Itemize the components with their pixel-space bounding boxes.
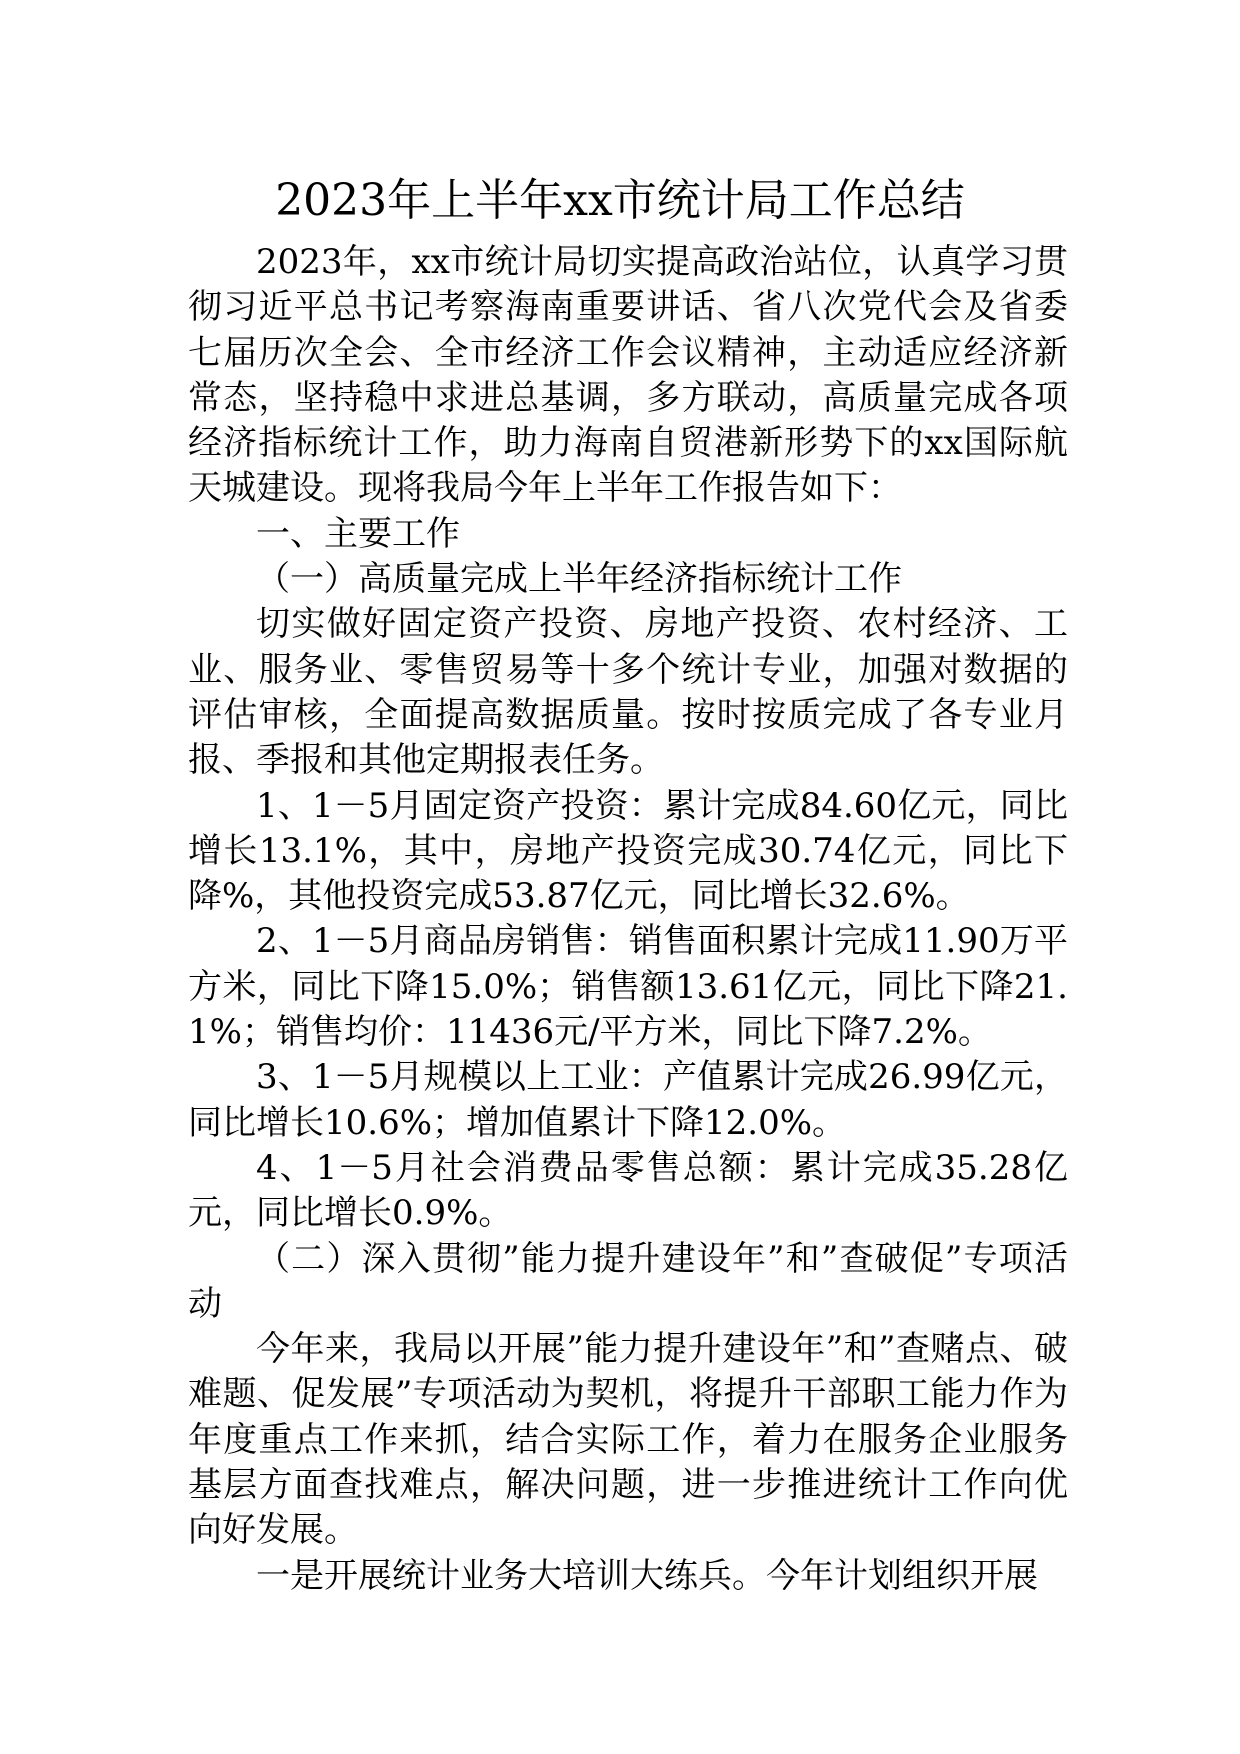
paragraph-training: 一是开展统计业务大培训大练兵。今年计划组织开展 bbox=[256, 1555, 1038, 1596]
item-retail-sales: 4、1－5月社会消费品零售总额：累计完成35.28亿元，同比增长0.9%。 bbox=[188, 1147, 1068, 1234]
document-title: 2023年上半年xx市统计局工作总结 bbox=[275, 175, 965, 226]
subsection-heading-1: （一）高质量完成上半年经济指标统计工作 bbox=[256, 559, 902, 600]
document-body bbox=[188, 240, 1068, 1599]
subsection-heading-2: （二）深入贯彻”能力提升建设年”和”查破促”专项活动 bbox=[188, 1238, 1068, 1324]
item-housing-sales: 2、1－5月商品房销售：销售面积累计完成11.90万平方米，同比下降15.0%；销售额13.61亿元，同比下降21.1%；销售均价：11436元/平方米，同比下降7.2%。 bbox=[188, 921, 1068, 1053]
item-industry: 3、1－5月规模以上工业：产值累计完成26.99亿元，同比增长10.6%；增加值累计下降12.0%。 bbox=[188, 1057, 1068, 1143]
paragraph-statistics-work: 切实做好固定资产投资、房地产投资、农村经济、工业、服务业、零售贸易等十多个统计专业，加强对数据的评估审核，全面提高数据质量。按时按质完成了各专业月报、季报和其他定期报表任务。 bbox=[188, 604, 1068, 781]
section-heading-main-work: 一、主要工作 bbox=[256, 513, 460, 554]
intro-paragraph: 2023年，xx市统计局切实提高政治站位，认真学习贯彻习近平总书记考察海南重要讲话、省八次党代会及省委七届历次全会、全市经济工作会议精神，主动适应经济新常态，坚持稳中求进总基调，多方联动，高质量完成各项经济指标统计工作，助力海南自贸港新形势下的xx国际航天城建设。现将我局今年上半年工作报告如下： bbox=[188, 242, 1068, 509]
paragraph-special-campaign: 今年来，我局以开展”能力提升建设年”和”查赌点、破难题、促发展”专项活动为契机，将提升干部职工能力作为年度重点工作来抓，结合实际工作，着力在服务企业服务基层方面查找难点，解决问题，进一步推进统计工作向优向好发展。 bbox=[188, 1329, 1068, 1551]
item-fixed-asset-investment: 1、1－5月固定资产投资：累计完成84.60亿元，同比增长13.1%，其中，房地产投资完成30.74亿元，同比下降%，其他投资完成53.87亿元，同比增长32.6%。 bbox=[188, 785, 1068, 917]
